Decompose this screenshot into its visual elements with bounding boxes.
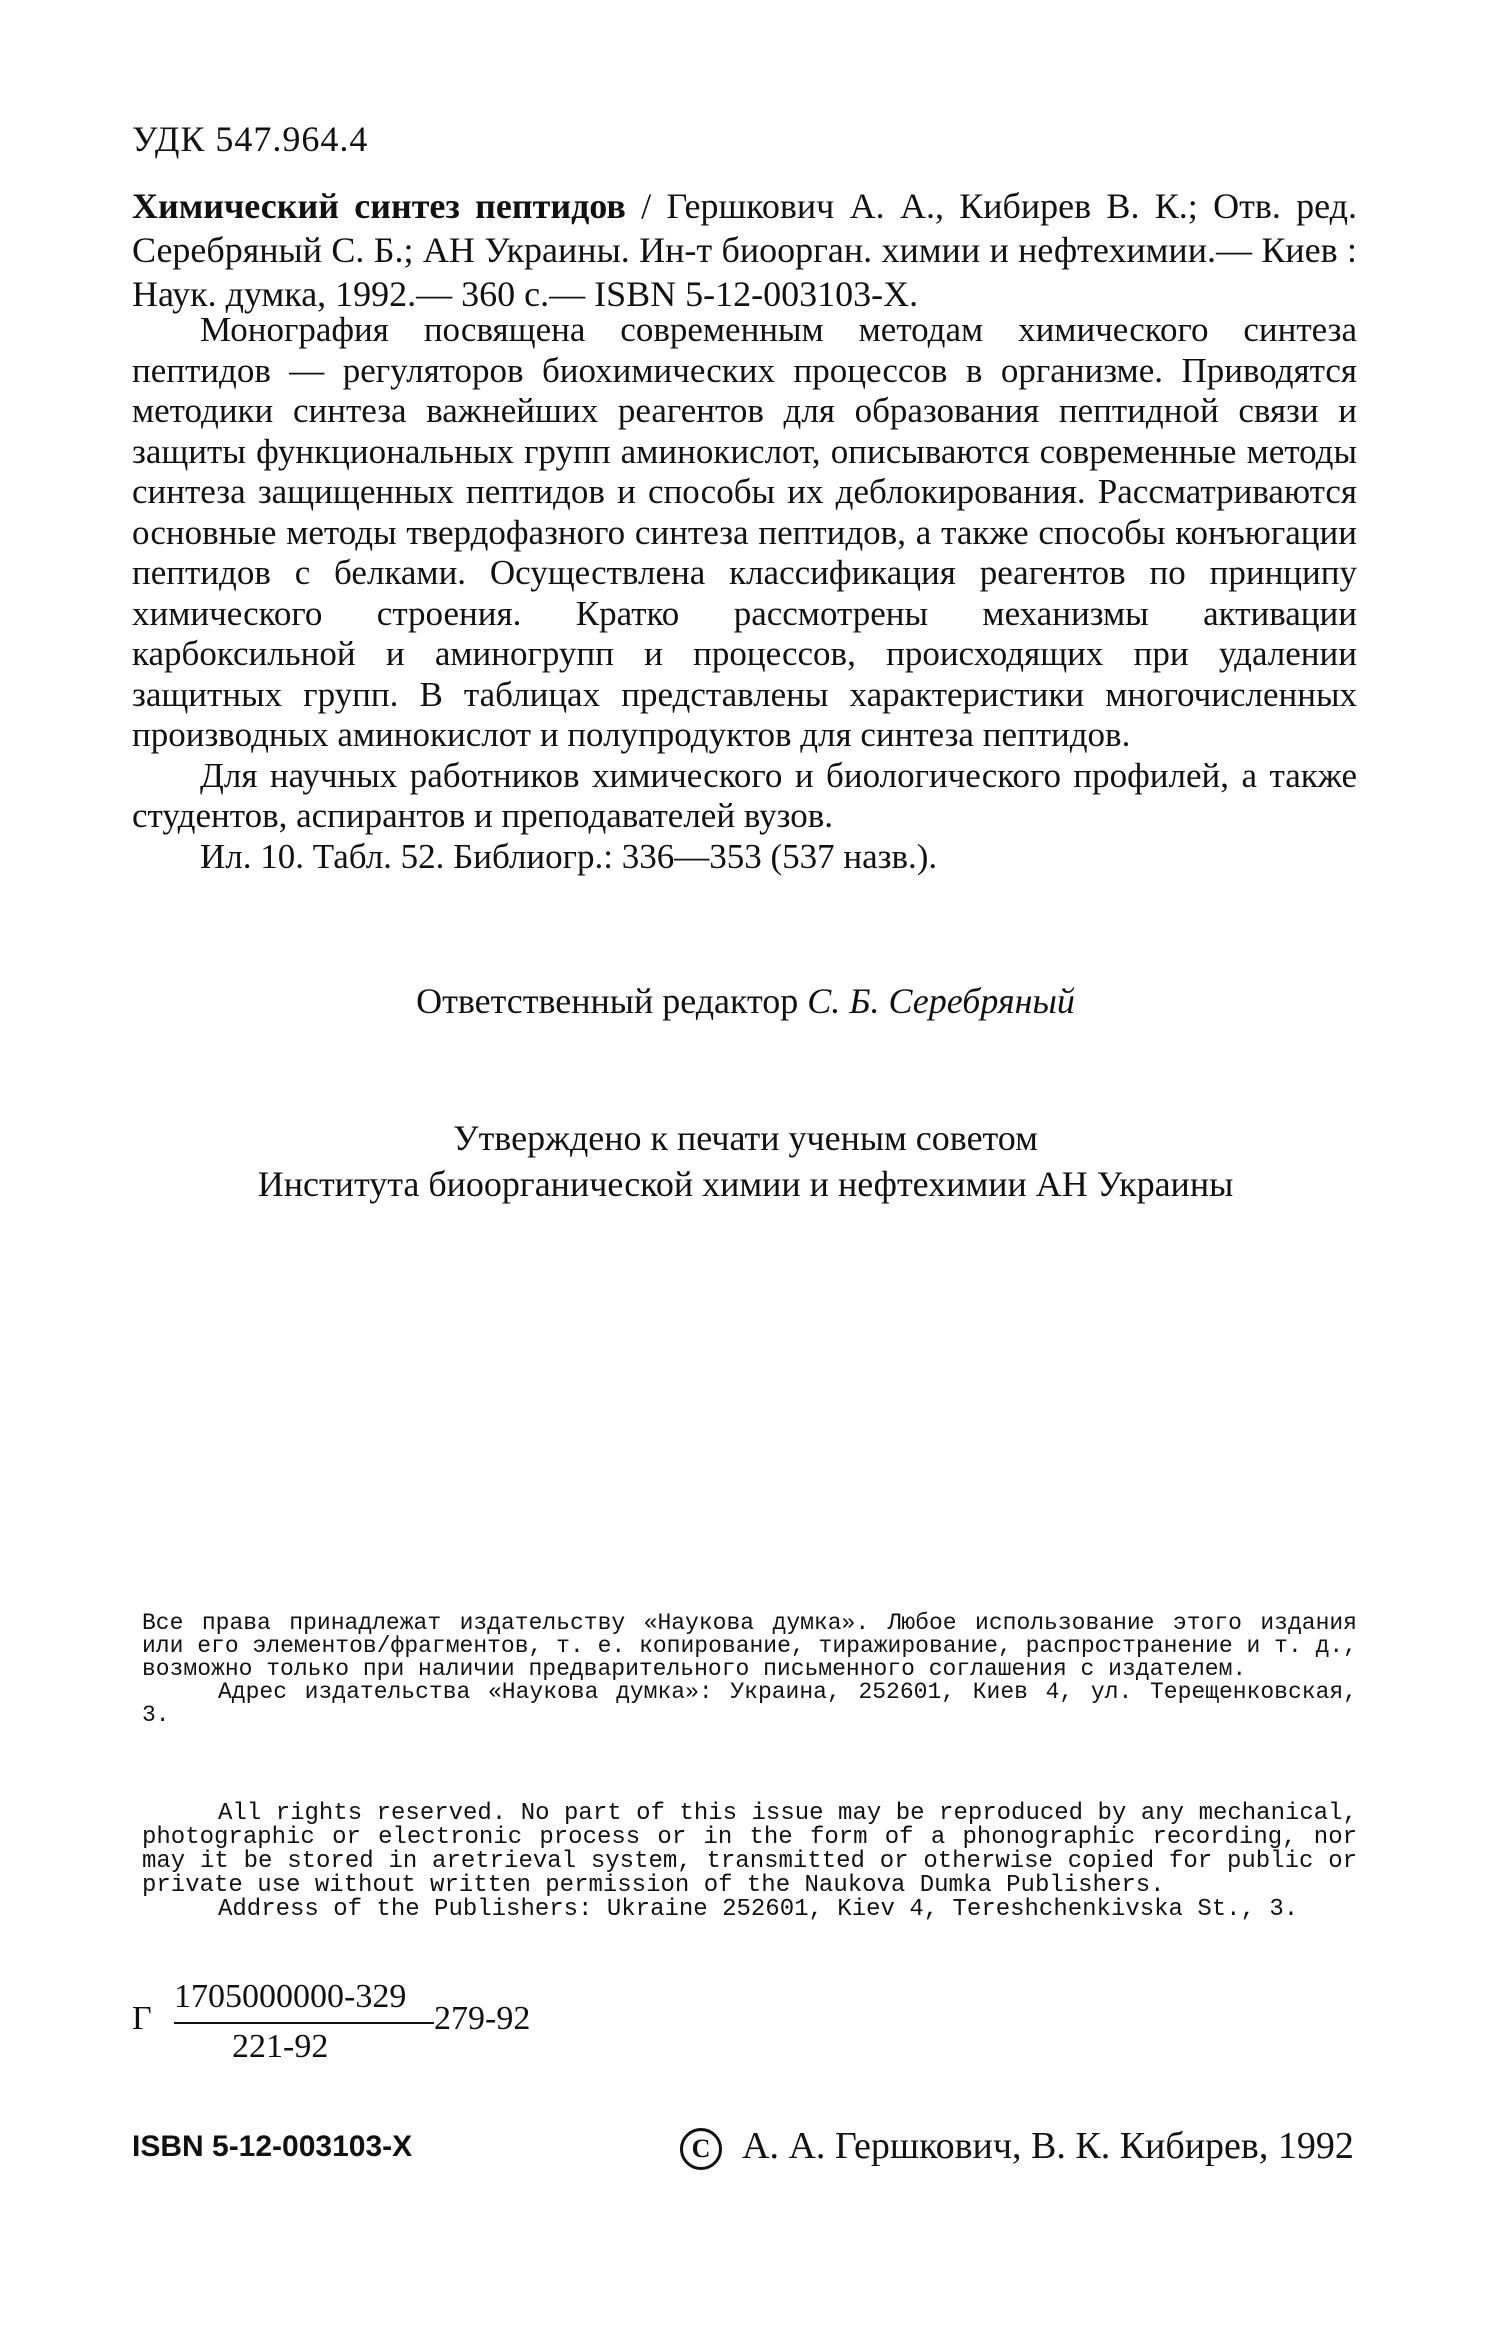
- copyright-text: А. А. Гершкович, В. К. Кибирев, 1992: [742, 2125, 1354, 2167]
- abstract-audience: Для научных работников химического и биологического профилей, а также студентов, аспирантов и преподавателей вузов.: [132, 755, 1357, 835]
- rights-en-text: All rights reserved. No part of this issue may be reproduced by any mechanical, photographic or electronic process or in the form of a phonographic recording, nor may it be stored in aretrieval system, transmitted or otherwise copied for public or private use without written permission of the Naukova Dumka Publishers.: [142, 1800, 1357, 1899]
- editor-name: С. Б. Серебряный: [807, 981, 1075, 1021]
- abstract-stats: Ил. 10. Табл. 52. Библиогр.: 336—353 (537 назв.).: [200, 836, 938, 876]
- bibliographic-record: [132, 184, 1357, 316]
- abstract-paragraph: Монография посвящена современным методам химического синтеза пептидов — регуляторов биохимических процессов в организме. Приводятся методики синтеза важнейших реагентов для образования пептидной связи и защиты функциональных групп аминокислот, описываются современные методы синтеза защищенных пептидов и способы их деблокирования. Рассматриваются основные методы твердофазного синтеза пептидов, а также способы конъюгации пептидов с белками. Осуществлена классификация реагентов по принципу химического строения. Кратко рассмотрены механизмы активации карбоксильной и аминогрупп и процессов, происходящих при удалении защитных групп. В таблицах представлены характеристики многочисленных производных аминокислот и полупродуктов для синтеза пептидов.: [132, 310, 1357, 754]
- book-title: Химический синтез пептидов: [132, 186, 626, 226]
- approval-note: [0, 1115, 1491, 1207]
- responsible-editor: [0, 980, 1491, 1022]
- index-numerator: 1705000000-329: [174, 1978, 407, 2015]
- udc-code: УДК 547.964.4: [132, 119, 369, 159]
- rights-notice-en: [142, 1802, 1357, 1922]
- publisher-address-en: Address of the Publishers: Ukraine 252601, Kiev 4, Tereshchenkivska St., 3.: [218, 1896, 1299, 1923]
- rights-notice-ru: [142, 1612, 1357, 1727]
- editor-label: Ответственный редактор: [416, 981, 808, 1021]
- publisher-address-ru: Адрес издательства «Наукова думка»: Украина, 252601, Киев 4, ул. Терещенковская, 3.: [142, 1679, 1357, 1728]
- copyright-line: [680, 2124, 1354, 2170]
- fraction-line: [174, 2022, 434, 2024]
- approval-line-1: Утверждено к печати ученым советом: [453, 1118, 1038, 1158]
- approval-line-2: Института биоорганической химии и нефтехимии АН Украины: [257, 1164, 1234, 1204]
- isbn-footer: ISBN 5-12-003103-X: [132, 2130, 413, 2163]
- rights-ru-text: Все права принадлежат издательству «Наукова думка». Любое использование этого издания или его элементов/фрагментов, т. е. копирование, тиражирование, распространение и т. д., возможно только при наличии предварительного письменного соглашения с издателем.: [142, 1610, 1357, 1682]
- index-letter: Г: [132, 2000, 152, 2037]
- index-denominator: 221-92: [232, 2028, 329, 2065]
- publication-index-code: [132, 1978, 552, 2088]
- abstract: [132, 310, 1357, 877]
- bibliographic-details: / Гершкович А. А., Кибирев В. К.; Отв. ред. Серебряный С. Б.; АН Украины. Ин-т биоорган. химии и нефтехимии.— Киев : Наук. думка, 1992.— 360 с.— ISBN 5-12-003103-X.: [132, 186, 1357, 314]
- index-side-code: 279-92: [434, 2000, 531, 2037]
- copyright-icon: C: [680, 2128, 722, 2170]
